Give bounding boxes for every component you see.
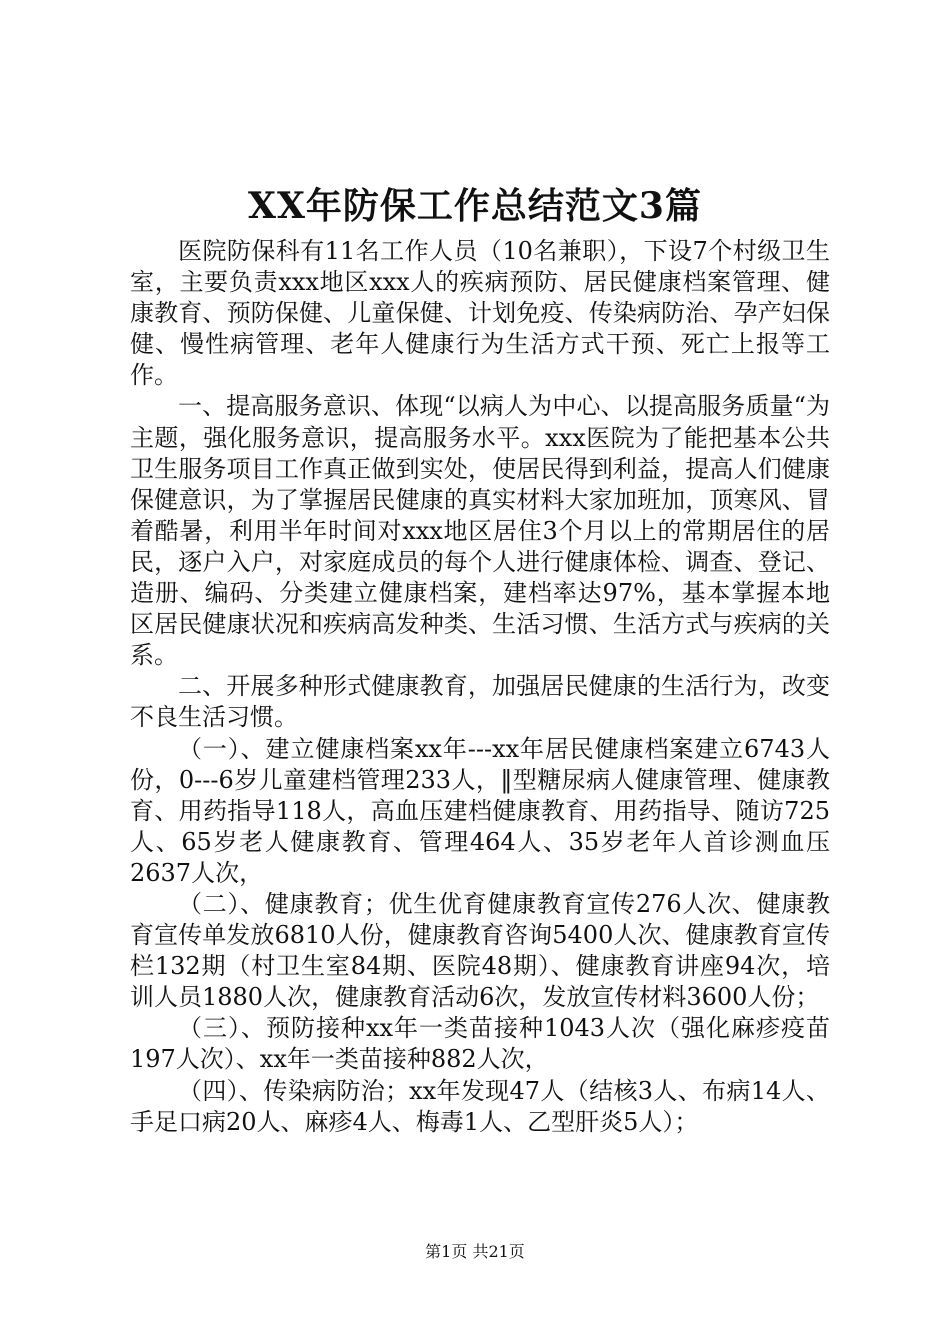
paragraph-item-4: （四）、传染病防治；xx年发现47人（结核3人、布病14人、手足口病20人、麻疹4人、梅毒1人、乙型肝炎5人）；	[130, 1076, 830, 1136]
paragraph-item-3: （三）、预防接种xx年一类苗接种1043人次（强化麻疹疫苗197人次）、xx年一类苗接种882人次，	[130, 1014, 830, 1074]
paragraph-section-2: 二、开展多种形式健康教育，加强居民健康的生活行为，改变不良生活习惯。	[130, 672, 830, 732]
paragraph-section-1: 一、提高服务意识、体现“以病人为中心、以提高服务质量“为主题，强化服务意识，提高服务水平。xxx医院为了能把基本公共卫生服务项目工作真正做到实处，使居民得到利益，提高人们健康保健意识，为了掌握居民健康的真实材料大家加班加，顶寒风、冒着酷暑，利用半年时间对xxx地区居住3个月以上的常期居住的居民，逐户入户，对家庭成员的每个人进行健康体检、调查、登记、造册、编码、分类建立健康档案，建档率达97%，基本掌握本地区居民健康状况和疾病高发种类、生活习惯、生活方式与疾病的关系。	[130, 392, 830, 670]
page-number-footer: 第1页 共21页	[425, 1242, 525, 1261]
document-body	[130, 236, 830, 1138]
paragraph-item-1: （一）、建立健康档案xx年---xx年居民健康档案建立6743人份，0---6岁儿童建档管理233人，‖型糖尿病人健康管理、健康教育、用药指导118人，高血压建档健康教育、用药指导、随访725人、65岁老人健康教育、管理464人、35岁老年人首诊测血压2637人次，	[130, 734, 830, 887]
document-title: XX年防保工作总结范文3篇	[248, 185, 702, 227]
paragraph-item-2: （二）、健康教育；优生优育健康教育宣传276人次、健康教育宣传单发放6810人份，健康教育咨询5400人次、健康教育宣传栏132期（村卫生室84期、医院48期）、健康教育讲座94次，培训人员1880人次，健康教育活动6次，发放宣传材料3600人份；	[130, 889, 830, 1012]
paragraph-intro: 医院防保科有11名工作人员（10名兼职），下设7个村级卫生室，主要负责xxx地区xxx人的疾病预防、居民健康档案管理、健康教育、预防保健、儿童保健、计划免疫、传染病防治、孕产妇保健、慢性病管理、老年人健康行为生活方式干预、死亡上报等工作。	[130, 237, 830, 390]
